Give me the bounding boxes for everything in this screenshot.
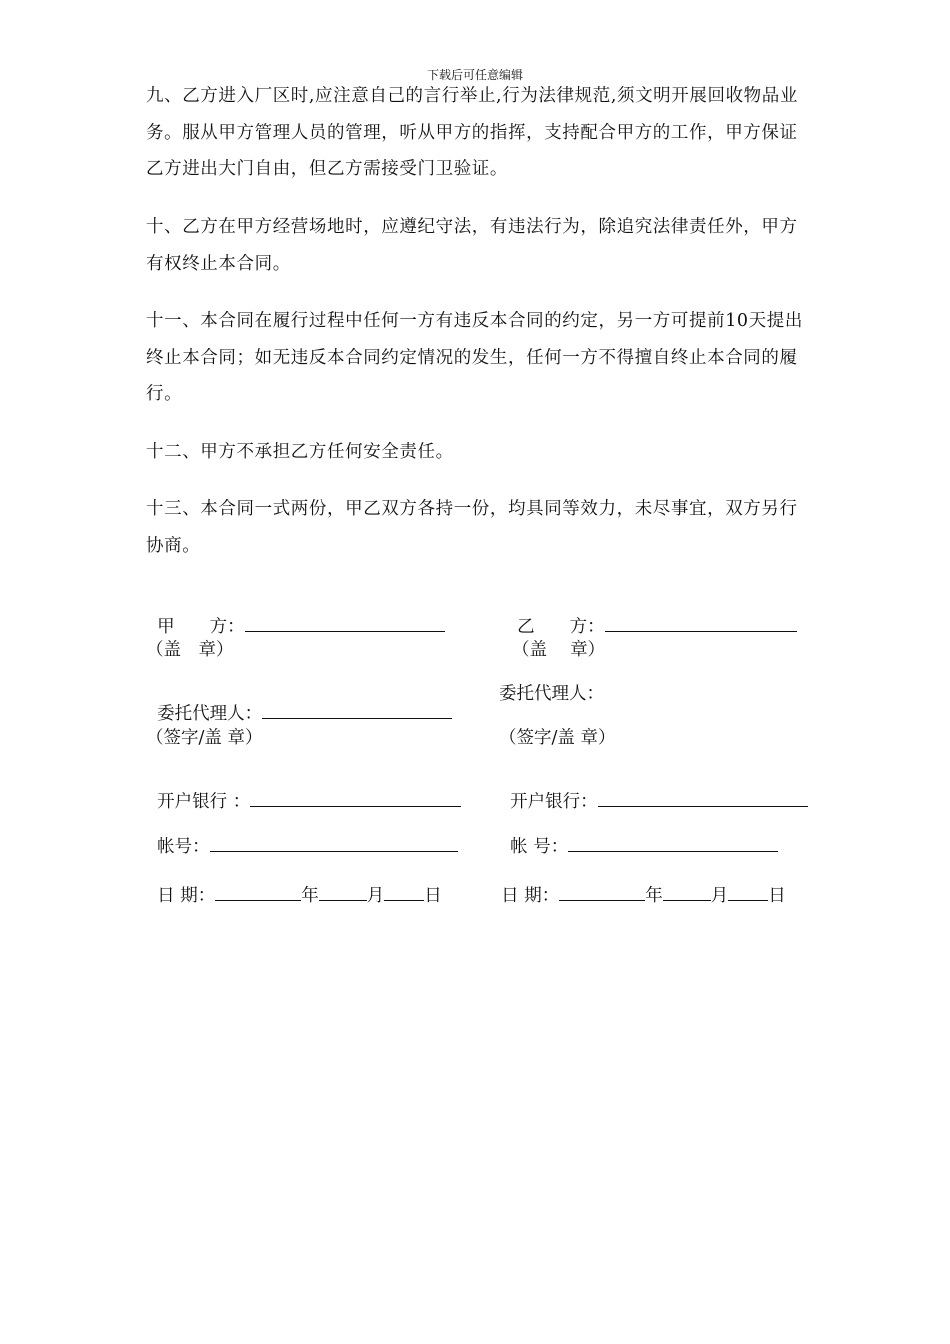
clause-11: 十一、本合同在履行过程中任何一方有违反本合同的约定，另一方可提前10天提出终止本合同；如无违反本合同约定情况的发生，任何一方不得擅自终止本合同的履行。 — [146, 311, 803, 404]
party-a-bank-line[interactable] — [250, 788, 461, 807]
party-a-month-label: 月 — [366, 886, 385, 906]
party-b-agent-seal: （签字/盖 章） — [499, 728, 616, 748]
party-b-month-line[interactable] — [663, 882, 711, 901]
party-a-signature-line[interactable] — [245, 613, 445, 632]
party-b-account-row — [499, 813, 778, 858]
party-a-month-line[interactable] — [319, 882, 367, 901]
clause-9: 九、乙方进入厂区时,应注意自己的言行举止,行为法律规范,须文明开展回收物品业务。服从甲方管理人员的管理，听从甲方的指挥，支持配合甲方的工作，甲方保证乙方进出大门自由，但乙方需接受门卫验证。 — [146, 86, 798, 179]
party-a-account-row — [146, 813, 458, 858]
party-b-row — [506, 593, 797, 638]
clause-13: 十三、本合同一式两份，甲乙双方各持一份，均具同等效力，未尽事宜，双方另行协商。 — [146, 499, 798, 556]
party-a-row — [146, 593, 445, 638]
party-a-account-label: 帐号： — [157, 837, 210, 857]
party-b-account-line[interactable] — [568, 833, 778, 852]
party-a-label: 甲 方： — [157, 617, 245, 637]
party-b-account-label: 帐 号： — [510, 837, 569, 857]
party-b-seal: （盖 章） — [512, 640, 606, 660]
party-a-bank-label: 开户银行 ： — [157, 792, 251, 812]
party-a-year-line[interactable] — [215, 882, 301, 901]
party-b-day-label: 日 — [768, 886, 786, 906]
party-a-year-label: 年 — [301, 886, 319, 906]
party-b-date-label: 日 期： — [501, 886, 560, 906]
party-a-agent-label: 委托代理人： — [157, 704, 263, 724]
clause-10: 十、乙方在甲方经营场地时，应遵纪守法，有违法行为，除追究法律责任外，甲方有权终止本合同。 — [146, 217, 798, 274]
party-b-month-label: 月 — [710, 886, 729, 906]
party-a-day-label: 日 — [424, 886, 442, 906]
party-a-agent-row — [146, 680, 452, 725]
party-a-account-line[interactable] — [210, 833, 458, 852]
party-b-date-row — [490, 862, 786, 907]
clause-12: 十二、甲方不承担乙方任何安全责任。 — [146, 442, 454, 462]
party-a-agent-seal: （签字/盖 章） — [146, 728, 263, 748]
party-a-bank-row — [146, 768, 461, 813]
party-a-date-row — [146, 862, 442, 907]
party-b-signature-line[interactable] — [605, 613, 797, 632]
party-a-seal: （盖 章） — [146, 640, 234, 660]
party-b-label: 乙 方： — [517, 617, 605, 637]
party-a-agent-line[interactable] — [262, 700, 452, 719]
party-b-bank-label: 开户银行： — [510, 792, 598, 812]
party-b-year-line[interactable] — [559, 882, 645, 901]
party-b-bank-row — [499, 768, 808, 813]
party-b-bank-line[interactable] — [598, 788, 808, 807]
party-b-day-line[interactable] — [728, 882, 768, 901]
party-a-day-line[interactable] — [384, 882, 424, 901]
page-header-note: 下载后可任意编辑 — [426, 68, 523, 82]
party-a-date-label: 日 期： — [157, 886, 216, 906]
party-b-agent-label: 委托代理人： — [499, 684, 604, 704]
party-b-year-label: 年 — [645, 886, 663, 906]
